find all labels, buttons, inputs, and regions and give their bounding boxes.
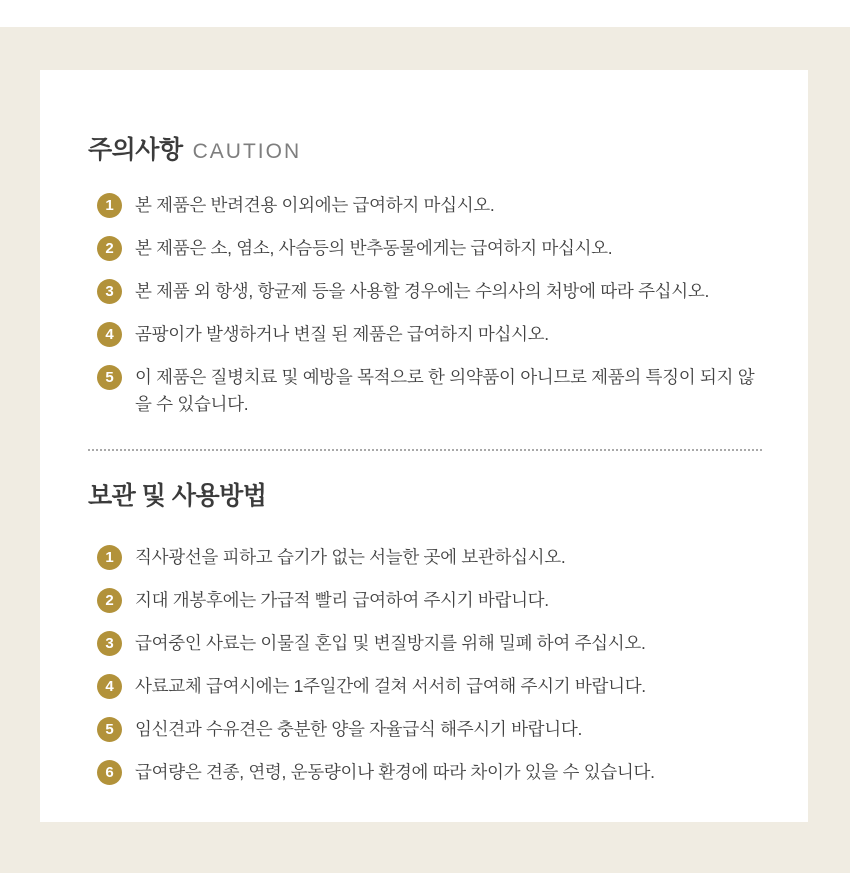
item-number-badge: 2 [97,236,122,261]
list-item [97,278,764,305]
caution-item-list [97,192,764,418]
item-number-badge: 3 [97,631,122,656]
item-number-badge: 5 [97,365,122,390]
item-text: 곰팡이가 발생하거나 변질 된 제품은 급여하지 마십시오. [135,324,549,344]
info-card [40,70,808,822]
item-text: 임신견과 수유견은 충분한 양을 자율급식 해주시기 바랍니다. [135,719,583,739]
item-number-badge: 4 [97,674,122,699]
list-item [97,587,764,614]
list-item [97,673,764,700]
list-item [97,192,764,219]
list-item [97,364,764,418]
dotted-divider [88,449,762,451]
list-item [97,759,764,786]
list-item [97,235,764,262]
item-number-badge: 1 [97,545,122,570]
item-text: 사료교체 급여시에는 1주일간에 걸쳐 서서히 급여해 주시기 바랍니다. [135,676,646,696]
item-text: 본 제품은 소, 염소, 사슴등의 반추동물에게는 급여하지 마십시오. [135,238,613,258]
item-text: 급여중인 사료는 이물질 혼입 및 변질방지를 위해 밀폐 하여 주십시오. [135,633,646,653]
list-item [97,321,764,348]
item-number-badge: 2 [97,588,122,613]
caution-section [88,130,764,418]
caution-subtitle: CAUTION [192,140,302,163]
storage-section [88,476,764,786]
item-text: 직사광선을 피하고 습기가 없는 서늘한 곳에 보관하십시오. [135,547,566,567]
item-number-badge: 6 [97,760,122,785]
item-number-badge: 4 [97,322,122,347]
storage-item-list [97,544,764,786]
item-number-badge: 3 [97,279,122,304]
item-text: 이 제품은 질병치료 및 예방을 목적으로 한 의약품이 아니므로 제품의 특징이 되지 않을 수 있습니다. [135,367,755,414]
storage-title: 보관 및 사용방법 [88,482,267,510]
caution-title-row [88,130,764,166]
item-text: 지대 개봉후에는 가급적 빨리 급여하여 주시기 바랍니다. [135,590,549,610]
list-item [97,716,764,743]
item-number-badge: 1 [97,193,122,218]
item-text: 본 제품 외 항생, 항균제 등을 사용할 경우에는 수의사의 처방에 따라 주십시오. [135,281,710,301]
list-item [97,630,764,657]
item-text: 급여량은 견종, 연령, 운동량이나 환경에 따라 차이가 있을 수 있습니다. [135,762,655,782]
storage-title-row [88,476,764,512]
item-number-badge: 5 [97,717,122,742]
list-item [97,544,764,571]
item-text: 본 제품은 반려견용 이외에는 급여하지 마십시오. [135,195,495,215]
caution-title: 주의사항 [88,136,183,164]
